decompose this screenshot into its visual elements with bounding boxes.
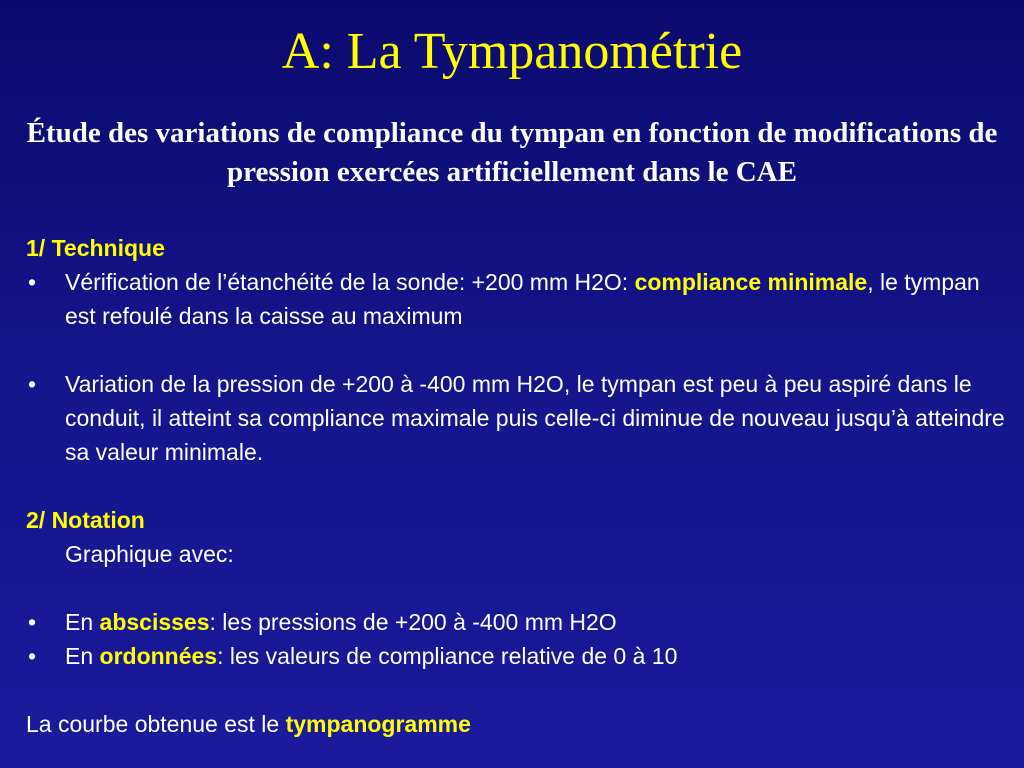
section-heading-technique: 1/ Technique xyxy=(26,235,165,261)
highlight-tympanogramme: tympanogramme xyxy=(285,711,471,737)
section-heading-notation: 2/ Notation xyxy=(26,507,145,533)
bullet-text: Vérification de l’étanchéité de la sonde: +200 mm H2O: xyxy=(65,269,635,295)
bullet-text-after: : les pressions de +200 à -400 mm H2O xyxy=(209,609,617,635)
bullet-item xyxy=(26,639,1006,673)
notation-intro: Graphique avec: xyxy=(65,541,234,567)
bullet-marker: • xyxy=(28,609,37,635)
bullet-item xyxy=(26,605,1006,639)
bullet-text-after: : les valeurs de compliance relative de 0 à 10 xyxy=(217,643,678,669)
spacer xyxy=(26,571,1006,605)
bullet-item xyxy=(26,367,1006,469)
slide-title: A: La Tympanométrie xyxy=(281,23,743,80)
slide-body xyxy=(26,231,1006,741)
bullet-marker: • xyxy=(28,371,37,397)
highlight-compliance-minimale: compliance minimale xyxy=(634,269,868,295)
conclusion-text: La courbe obtenue est le xyxy=(26,711,286,737)
spacer xyxy=(26,469,1006,503)
bullet-item xyxy=(26,265,1006,333)
highlight-ordonnees: ordonnées xyxy=(99,643,218,669)
spacer xyxy=(26,673,1006,707)
bullet-text: En xyxy=(65,609,100,635)
bullet-marker: • xyxy=(28,643,37,669)
conclusion xyxy=(26,707,1006,741)
bullet-text-after: , le tympan est refoulé dans la caisse au maximum xyxy=(65,269,980,329)
bullet-text: En xyxy=(65,643,100,669)
bullet-text: Variation de la pression de +200 à -400 mm H2O, le tympan est peu à peu aspiré dans le conduit, il atteint sa compliance maximale puis celle-ci diminue de nouveau jusqu’à atteindre sa valeur minimale. xyxy=(65,371,1005,465)
spacer xyxy=(26,333,1006,367)
slide-subtitle: Étude des variations de compliance du tympan en fonction de modifications de pression exercées artificiellement dans le CAE xyxy=(26,117,998,188)
highlight-abscisses: abscisses xyxy=(99,609,210,635)
bullet-marker: • xyxy=(28,269,37,295)
